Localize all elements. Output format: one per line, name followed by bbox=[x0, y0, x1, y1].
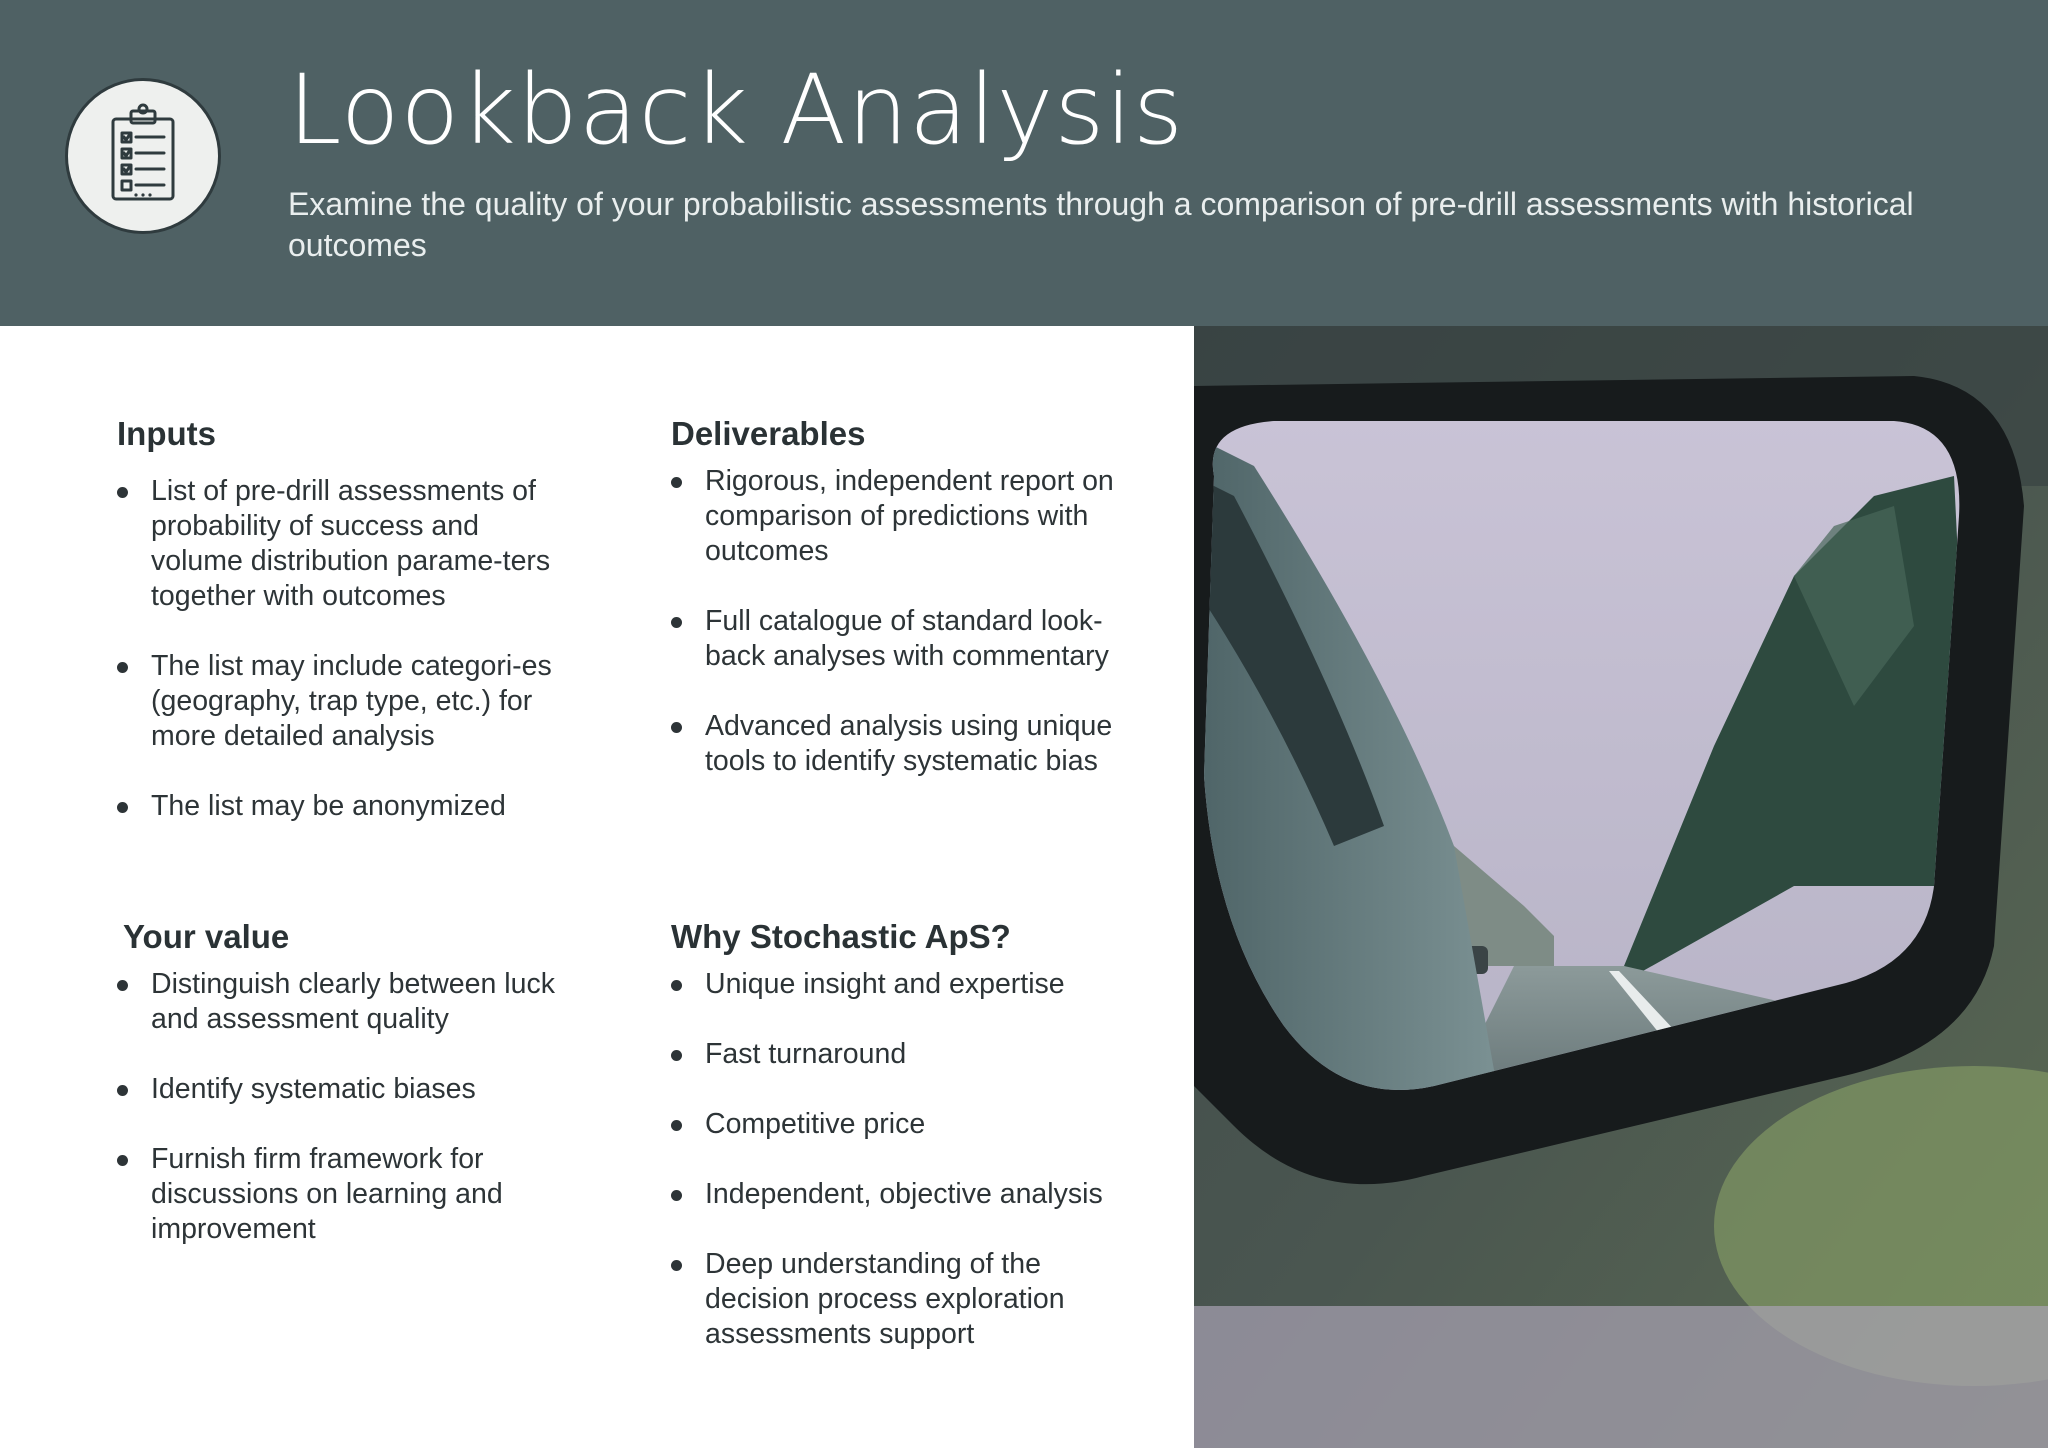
inputs-section bbox=[117, 414, 577, 859]
list-item: List of pre-drill assessments of probability of success and volume distribution parame-ters together with outcomes bbox=[117, 474, 577, 614]
list-item: The list may be anonymized bbox=[117, 789, 577, 824]
list-item: Advanced analysis using unique tools to identify systematic bias bbox=[671, 709, 1151, 779]
list-item: Identify systematic biases bbox=[117, 1072, 597, 1107]
your-value-section bbox=[117, 917, 597, 1282]
list-item: Competitive price bbox=[671, 1107, 1151, 1142]
header-banner bbox=[0, 0, 2048, 326]
list-item: Deep understanding of the decision process exploration assessments support bbox=[671, 1247, 1151, 1352]
section-heading: Why Stochastic ApS? bbox=[671, 918, 1011, 955]
list-item: The list may include categori-es (geography, trap type, etc.) for more detailed analysis bbox=[117, 649, 577, 754]
page-subtitle: Examine the quality of your probabilistic assessments through a comparison of pre-drill assessments with historical outcomes bbox=[288, 186, 1914, 263]
list-item: Distinguish clearly between luck and assessment quality bbox=[117, 967, 597, 1037]
list-item: Unique insight and expertise bbox=[671, 967, 1151, 1002]
section-heading: Inputs bbox=[117, 415, 216, 452]
deliverables-section bbox=[671, 414, 1151, 814]
why-stochastic-section bbox=[671, 917, 1151, 1387]
bullet-list bbox=[671, 967, 1151, 1352]
side-mirror-photo bbox=[1194, 326, 2048, 1448]
bullet-list bbox=[117, 967, 597, 1247]
section-heading: Deliverables bbox=[671, 415, 866, 452]
section-heading: Your value bbox=[123, 918, 290, 955]
list-item: Rigorous, independent report on comparison of predictions with outcomes bbox=[671, 464, 1151, 569]
page-title: Lookback Analysis bbox=[288, 54, 1185, 166]
list-item: Independent, objective analysis bbox=[671, 1177, 1151, 1212]
list-item: Full catalogue of standard look-back analyses with commentary bbox=[671, 604, 1151, 674]
list-item: Furnish firm framework for discussions on learning and improvement bbox=[117, 1142, 597, 1247]
clipboard-checklist-icon bbox=[65, 78, 221, 234]
list-item: Fast turnaround bbox=[671, 1037, 1151, 1072]
bullet-list bbox=[117, 474, 577, 824]
bullet-list bbox=[671, 464, 1151, 779]
